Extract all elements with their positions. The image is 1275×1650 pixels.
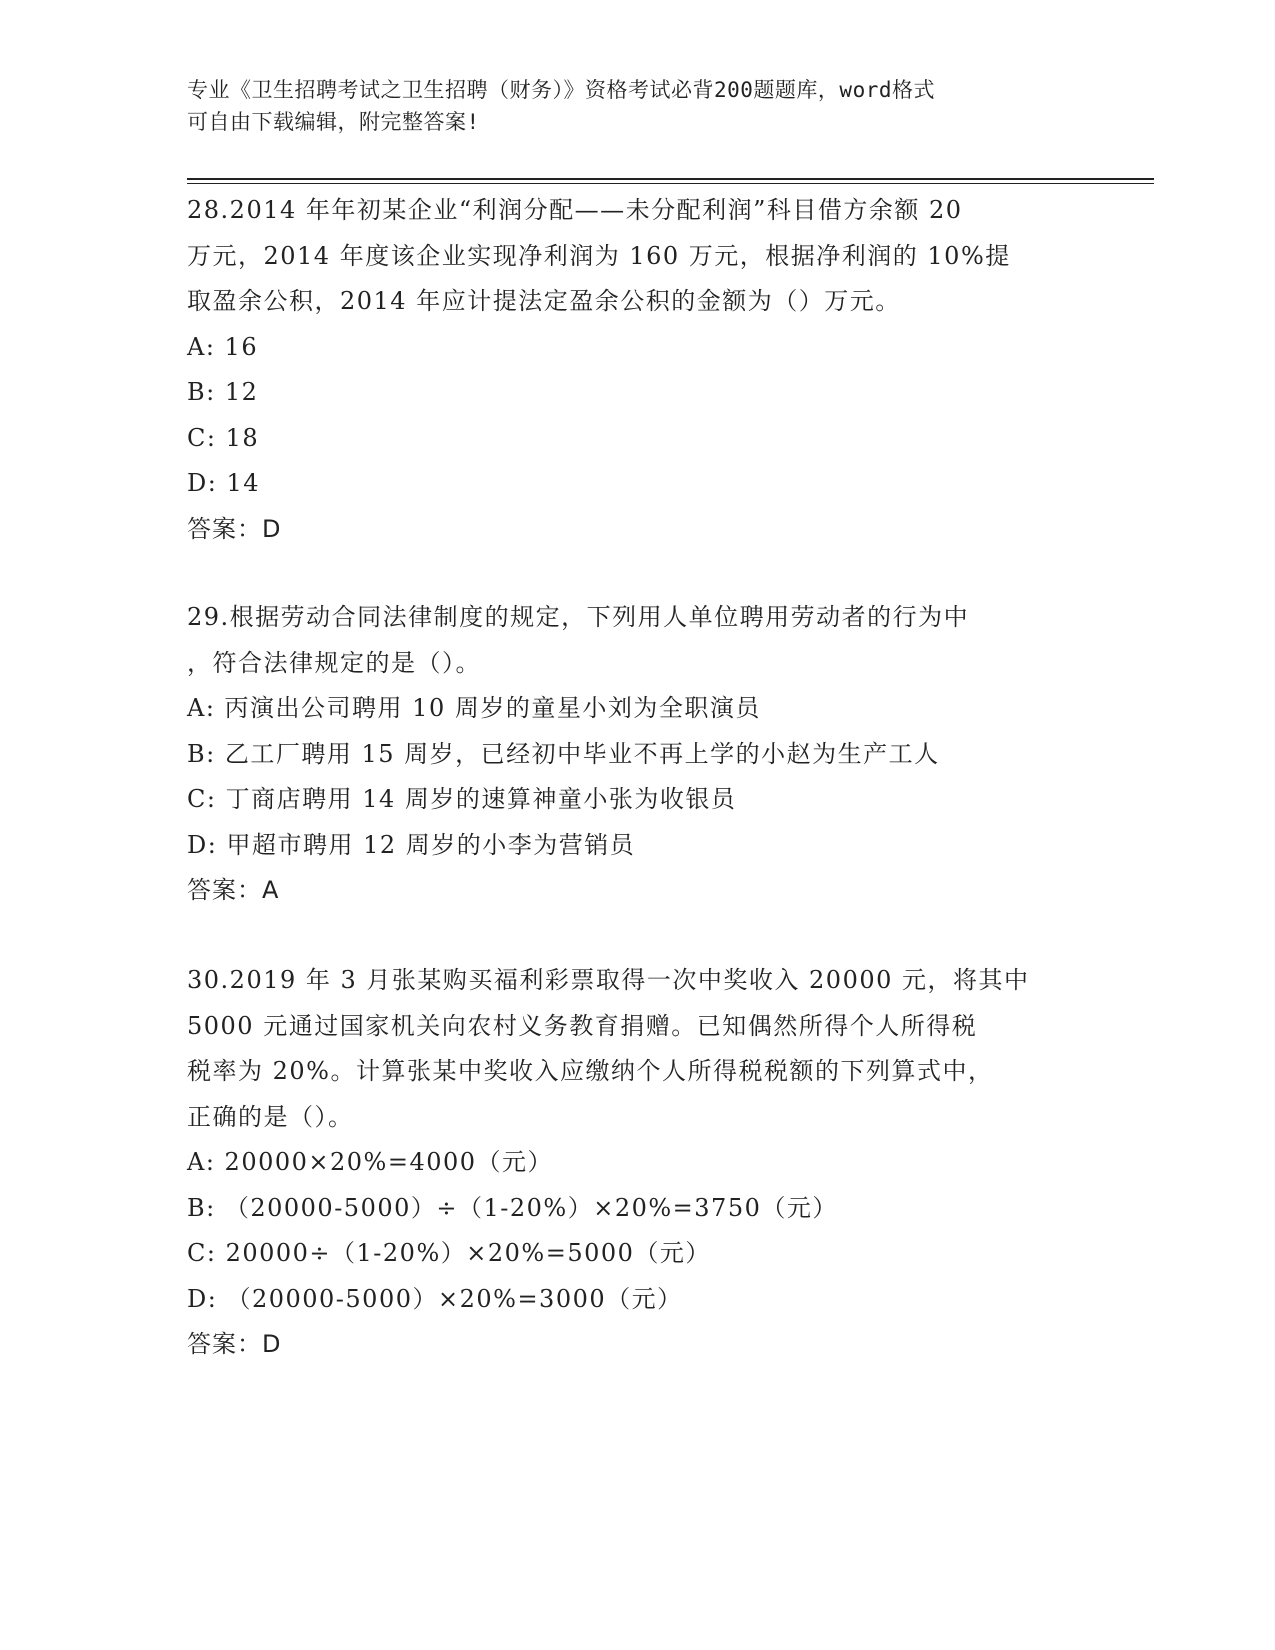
stem-line: 5000 元通过国家机关向农村义务教育捐赠。已知偶然所得个人所得税 (187, 1011, 978, 1040)
answer: 答案：D (187, 514, 282, 543)
header-divider-thick (187, 178, 1154, 180)
stem-line: 29.根据劳动合同法律制度的规定，下列用人单位聘用劳动者的行为中 (187, 603, 970, 631)
option-c: C: 18 (187, 423, 260, 452)
option-d: D: 14 (187, 469, 260, 497)
question-stem (187, 188, 1087, 325)
stem-line: 28.2014 年年初某企业“利润分配——未分配利润”科目借方余额 20 (187, 196, 963, 224)
header-line-1: 专业《卫生招聘考试之卫生招聘（财务）》资格考试必背200题题库，word格式 (187, 78, 935, 102)
stem-line: ，符合法律规定的是（）。 (187, 648, 481, 677)
stem-line: 30.2019 年 3 月张某购买福利彩票取得一次中奖收入 20000 元，将其中 (187, 966, 1030, 994)
stem-line: 正确的是（）。 (187, 1102, 354, 1131)
option-c: C: 丁商店聘用 14 周岁的速算神童小张为收银员 (187, 785, 737, 813)
question-stem (187, 958, 1087, 1140)
option-a: A: 16 (187, 332, 259, 361)
option-b: B: 乙工厂聘用 15 周岁，已经初中毕业不再上学的小赵为生产工人 (187, 739, 940, 768)
answer: 答案：D (187, 1330, 282, 1358)
option-a: A: 20000×20%=4000（元） (187, 1148, 554, 1176)
option-d: D: 甲超市聘用 12 周岁的小李为营销员 (187, 830, 636, 859)
header-divider-thin (187, 183, 1154, 184)
header-line-2: 可自由下载编辑，附完整答案! (187, 110, 480, 134)
option-b: B: （20000-5000）÷（1-20%）×20%=3750（元） (187, 1193, 838, 1222)
option-c: C: 20000÷（1-20%）×20%=5000（元） (187, 1239, 711, 1267)
stem-line: 万元，2014 年度该企业实现净利润为 160 万元，根据净利润的 10%提 (187, 241, 1011, 270)
stem-line: 取盈余公积，2014 年应计提法定盈余公积的金额为（）万元。 (187, 287, 901, 315)
option-a: A: 丙演出公司聘用 10 周岁的童星小刘为全职演员 (187, 694, 761, 722)
stem-line: 税率为 20%。计算张某中奖收入应缴纳个人所得税税额的下列算式中， (187, 1057, 994, 1085)
question-stem (187, 595, 1087, 686)
option-d: D: （20000-5000）×20%=3000（元） (187, 1284, 683, 1313)
question-28 (187, 188, 1087, 552)
document-header (187, 74, 1067, 138)
option-b: B: 12 (187, 378, 259, 406)
question-29 (187, 595, 1087, 914)
question-30 (187, 958, 1087, 1368)
answer: 答案：A (187, 876, 280, 904)
